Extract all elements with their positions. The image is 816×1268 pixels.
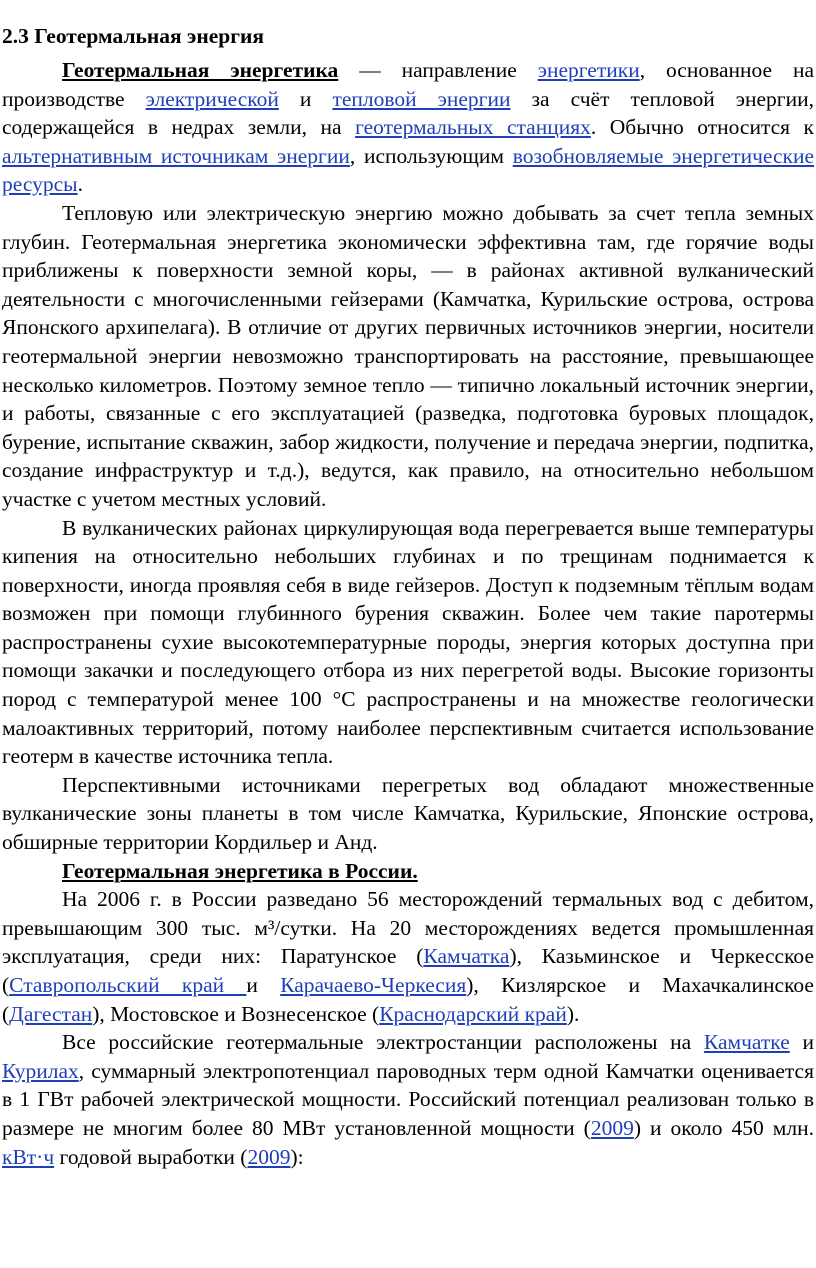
link-kurils[interactable]: Курилах [2,1058,79,1083]
link-energetics[interactable]: энергетики [537,58,640,82]
term-geothermal-energetics: Геотермальная энергетика [62,58,339,82]
link-kamchatka-2[interactable]: Камчатке [703,1030,790,1055]
link-kamchatka[interactable]: Камчатка [423,944,510,969]
link-stavropol[interactable]: Ставропольский край [9,973,247,997]
link-krasnodar[interactable]: Краснодарский край [379,1001,567,1026]
link-year-2009-b[interactable]: 2009 [247,1144,291,1169]
link-renewable-resources[interactable]: возобновляемые энергетические ресурсы [2,143,815,197]
link-year-2009[interactable]: 2009 [590,1115,634,1140]
section-title: 2.3 Геотермальная энергия [2,24,265,48]
paragraph-4: Перспективными источниками перегретых вод обладают множественные вулканические зоны планеты в том числе Камчатка, Курильские, Японские острова, обширные территории Кордильер и Анд. [2,772,814,855]
paragraph-intro: Геотермальная энергетика — направление энергетики, основанное на производстве электрической и тепловой энергии за счёт тепловой энергии, содержащейся в недрах земли, на геотермальных станциях. Обычно относится к альтернативным источникам энергии, использующим возобновляемые энергетические ресурсы. [2,58,815,197]
paragraph-2: Тепловую или электрическую энергию можно добывать за счет тепла земных глубин. Геотермальная энергетика экономически эффективна там, где горячие воды приближены к поверхности земной коры, — в районах активной вулканический деятельности с многочисленными гейзерами (Камчатка, Курильские острова, острова Японского архипелага). В отличие от других первичных источников энергии, носители геотермальной энергии невозможно транспортировать на расстояние, превышающее несколько километров. Поэтому земное тепло — типично локальный источник энергии, и работы, связанные с его эксплуатацией (разведка, подготовка буровых площадок, бурение, испытание скважин, забор жидкости, получение и передача энергии, подпитка, создание инфраструктур и т.д.), ведутся, как правило, на относительно небольшом участке с учетом местных условий. [2,200,814,511]
link-electric[interactable]: электрической [145,86,279,111]
subheading-russia: Геотермальная энергетика в России. [62,858,418,883]
paragraph-5: На 2006 г. в России разведано 56 месторождений термальных вод с дебитом, превышающим 300 тыс. м³/сутки. На 20 месторождениях ведется промышленная эксплуатация, среди них: Паратунское (Камчатка), Казьминское и Черкесское (Ставропольский край и Карачаево-Черкесия), Кизлярское и Махачкалинское (Дагестан), Мостовское и Вознесенское (Краснодарский край). [2,887,814,1026]
link-dagestan[interactable]: Дагестан [9,1001,93,1026]
link-alternative-sources[interactable]: альтернативным источникам энергии [2,143,350,168]
link-kwh[interactable]: кВт·ч [2,1144,55,1169]
link-karachay-cherkessia[interactable]: Карачаево-Черкесия [280,973,467,997]
paragraph-6: Все российские геотермальные электростанции расположены на Камчатке и Курилах, суммарный электропотенциал пароводных терм одной Камчатки оценивается в 1 ГВт рабочей электрической мощности. Российский потенциал реализован только в размере не многим более 80 МВт установленной мощности (2009) и около 450 млн. кВт·ч годовой выработки (2009): [2,1030,814,1169]
link-geothermal-stations[interactable]: геотермальных станциях [355,115,591,140]
paragraph-3: В вулканических районах циркулирующая вода перегревается выше температуры кипения на относительно небольших глубинах и по трещинам поднимается к поверхности, иногда проявляя себя в виде гейзеров. Доступ к подземным тёплым водам возможен при помощи глубинного бурения скважин. Более чем такие паротермы распространены сухие высокотемпературные породы, энергия которых доступна при помощи закачки и последующего отбора из них перегретой воды. Высокие горизонты пород с температурой менее 100 °C распространены и на множестве геологически малоактивных территорий, потому наиболее перспективным считается использование геотерм в качестве источника тепла. [2,515,814,769]
link-thermal-energy[interactable]: тепловой энергии [332,86,511,111]
